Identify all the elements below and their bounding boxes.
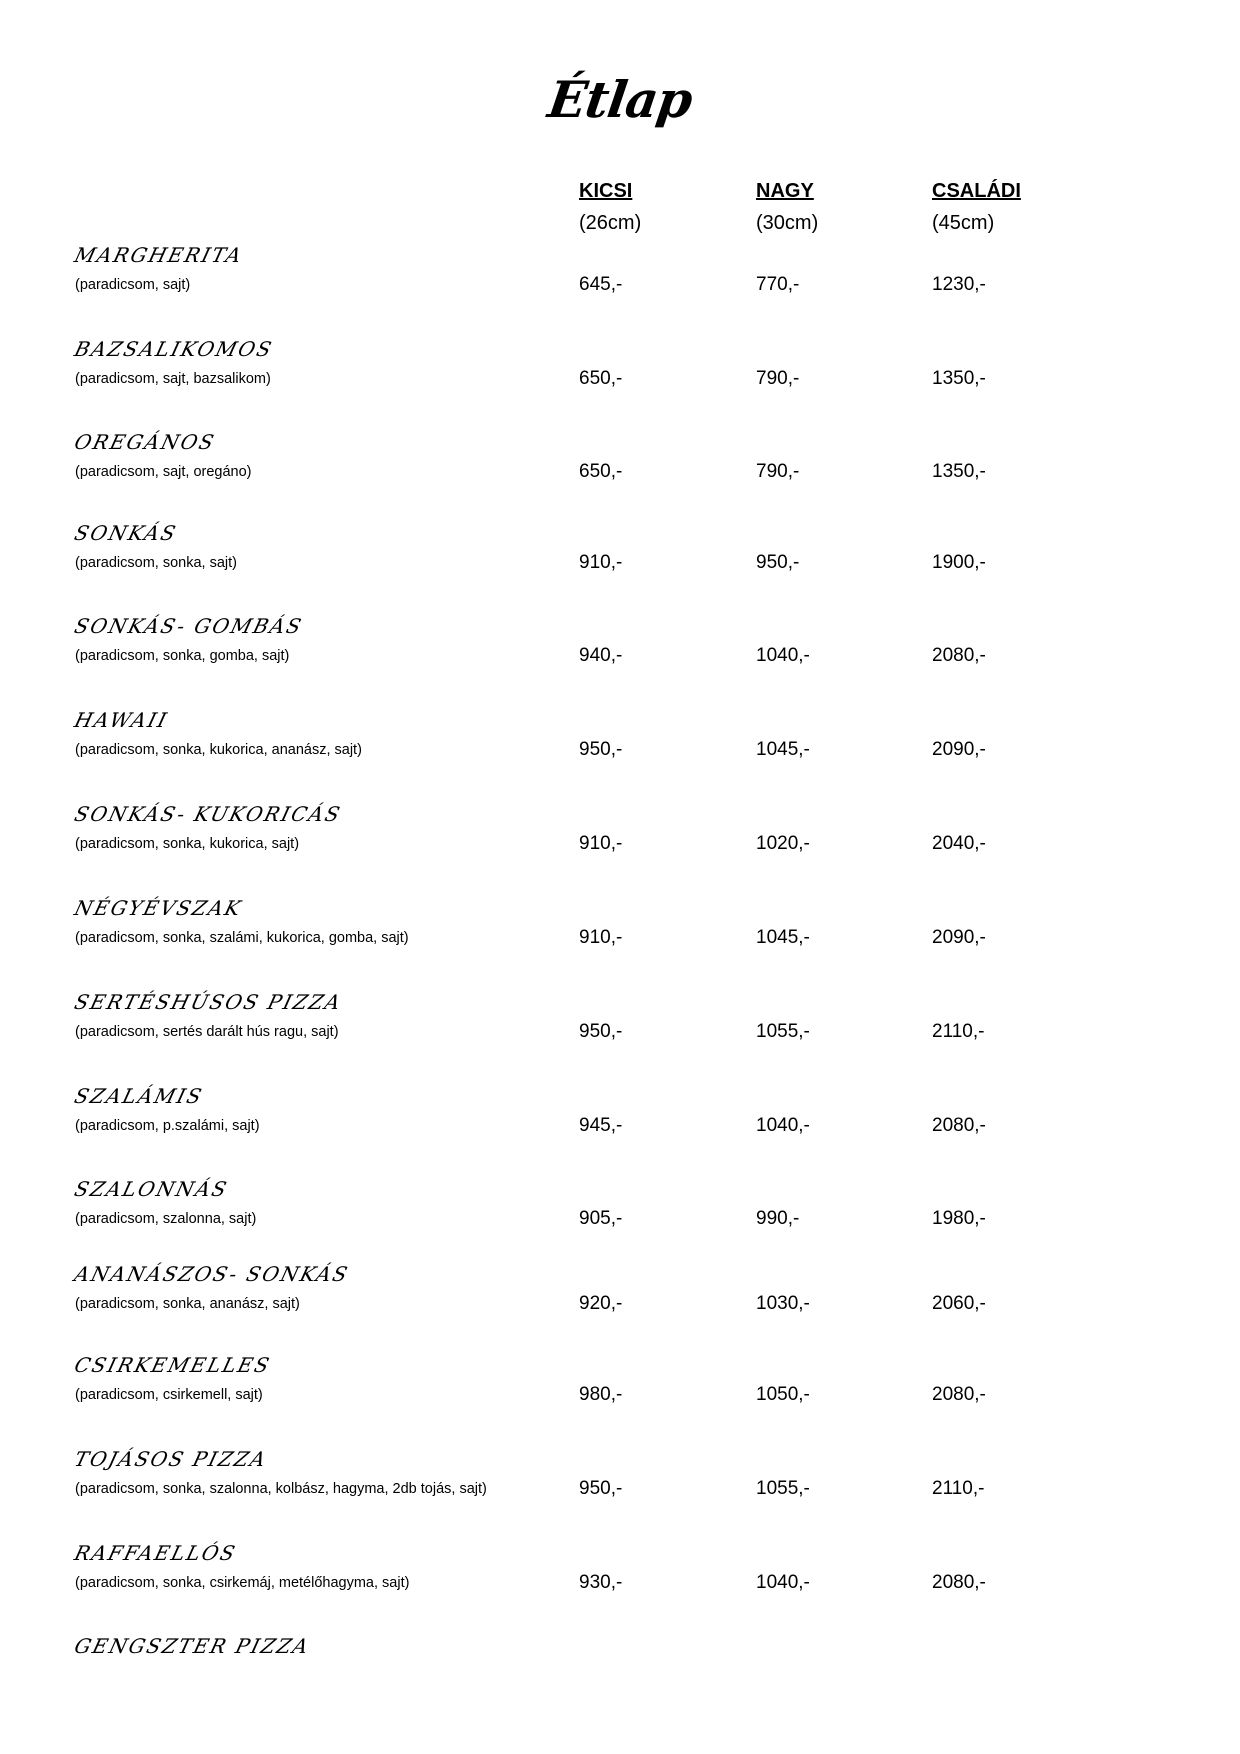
price-family: 2060,- bbox=[932, 1293, 986, 1314]
price-small: 945,- bbox=[579, 1115, 623, 1136]
menu-item-name: RAFFAELLÓS bbox=[72, 1541, 240, 1565]
price-family: 2080,- bbox=[932, 1384, 986, 1405]
column-header-small: KICSI bbox=[579, 180, 633, 202]
price-small: 950,- bbox=[579, 739, 623, 760]
price-large: 1045,- bbox=[756, 739, 810, 760]
menu-item-description: (paradicsom, szalonna, sajt) bbox=[75, 1211, 257, 1227]
price-small: 650,- bbox=[579, 461, 623, 482]
menu-item-description: (paradicsom, csirkemell, sajt) bbox=[75, 1387, 263, 1403]
menu-item-description: (paradicsom, sajt, bazsalikom) bbox=[75, 371, 271, 387]
menu-item-name: HAWAII bbox=[72, 708, 171, 732]
price-family: 1980,- bbox=[932, 1208, 986, 1229]
price-large: 1045,- bbox=[756, 927, 810, 948]
menu-item-description: (paradicsom, sertés darált hús ragu, sajt) bbox=[75, 1024, 339, 1040]
menu-item-description: (paradicsom, sajt, oregáno) bbox=[75, 464, 252, 480]
price-small: 930,- bbox=[579, 1572, 623, 1593]
menu-item-name: SONKÁS- KUKORICÁS bbox=[72, 802, 345, 826]
price-large: 1055,- bbox=[756, 1021, 810, 1042]
price-family: 2080,- bbox=[932, 1572, 986, 1593]
menu-item-name: SONKÁS- GOMBÁS bbox=[72, 614, 306, 638]
menu-item-description: (paradicsom, sonka, kukorica, sajt) bbox=[75, 836, 300, 852]
price-large: 1055,- bbox=[756, 1478, 810, 1499]
menu-item-description: (paradicsom, sonka, szalonna, kolbász, hagyma, 2db tojás, sajt) bbox=[75, 1481, 487, 1497]
menu-item-name: BAZSALIKOMOS bbox=[72, 337, 276, 361]
price-small: 905,- bbox=[579, 1208, 623, 1229]
price-small: 910,- bbox=[579, 552, 623, 573]
menu-item-name: SERTÉSHÚSOS PIZZA bbox=[72, 990, 345, 1014]
price-large: 790,- bbox=[756, 461, 800, 482]
price-large: 1030,- bbox=[756, 1293, 810, 1314]
price-family: 2040,- bbox=[932, 833, 986, 854]
price-small: 645,- bbox=[579, 274, 623, 295]
price-family: 2110,- bbox=[932, 1478, 985, 1499]
menu-item-description: (paradicsom, sonka, kukorica, ananász, sajt) bbox=[75, 742, 362, 758]
price-large: 1040,- bbox=[756, 1572, 810, 1593]
price-large: 790,- bbox=[756, 368, 800, 389]
menu-item-name: SZALONNÁS bbox=[72, 1177, 231, 1201]
menu-item-name: NÉGYÉVSZAK bbox=[72, 896, 245, 920]
price-family: 2090,- bbox=[932, 739, 986, 760]
page-title: Étlap bbox=[544, 70, 696, 129]
menu-item-name: MARGHERITA bbox=[72, 243, 246, 267]
price-family: 1350,- bbox=[932, 461, 986, 482]
menu-item-description: (paradicsom, sonka, ananász, sajt) bbox=[75, 1296, 300, 1312]
column-header-large: NAGY bbox=[756, 180, 814, 202]
menu-item-name: CSIRKEMELLES bbox=[72, 1353, 274, 1377]
menu-item-description: (paradicsom, sonka, csirkemáj, metélőhagyma, sajt) bbox=[75, 1575, 410, 1591]
price-large: 1040,- bbox=[756, 645, 810, 666]
menu-item-name: SZALÁMIS bbox=[72, 1084, 206, 1108]
price-small: 950,- bbox=[579, 1478, 623, 1499]
price-large: 950,- bbox=[756, 552, 800, 573]
price-family: 2110,- bbox=[932, 1021, 985, 1042]
price-small: 950,- bbox=[579, 1021, 623, 1042]
price-family: 1900,- bbox=[932, 552, 986, 573]
price-large: 1040,- bbox=[756, 1115, 810, 1136]
price-small: 940,- bbox=[579, 645, 623, 666]
menu-item-name: ANANÁSZOS- SONKÁS bbox=[72, 1262, 352, 1286]
price-small: 920,- bbox=[579, 1293, 623, 1314]
menu-item-description: (paradicsom, p.szalámi, sajt) bbox=[75, 1118, 260, 1134]
menu-item-name: SONKÁS bbox=[72, 521, 180, 545]
menu-item-description: (paradicsom, sonka, szalámi, kukorica, gomba, sajt) bbox=[75, 930, 409, 946]
price-large: 1050,- bbox=[756, 1384, 810, 1405]
menu-item-description: (paradicsom, sajt) bbox=[75, 277, 191, 293]
price-small: 910,- bbox=[579, 927, 623, 948]
column-size-small: (26cm) bbox=[579, 212, 642, 234]
price-family: 1230,- bbox=[932, 274, 986, 295]
menu-item-name: GENGSZTER PIZZA bbox=[72, 1634, 313, 1658]
column-size-large: (30cm) bbox=[756, 212, 819, 234]
menu-item-description: (paradicsom, sonka, gomba, sajt) bbox=[75, 648, 290, 664]
price-large: 1020,- bbox=[756, 833, 810, 854]
menu-item-name: OREGÁNOS bbox=[72, 430, 219, 454]
price-family: 2080,- bbox=[932, 1115, 986, 1136]
column-header-family: CSALÁDI bbox=[932, 180, 1021, 202]
price-family: 1350,- bbox=[932, 368, 986, 389]
price-large: 770,- bbox=[756, 274, 800, 295]
price-small: 980,- bbox=[579, 1384, 623, 1405]
column-size-family: (45cm) bbox=[932, 212, 995, 234]
menu-item-name: TOJÁSOS PIZZA bbox=[72, 1447, 270, 1471]
price-large: 990,- bbox=[756, 1208, 800, 1229]
menu-item-description: (paradicsom, sonka, sajt) bbox=[75, 555, 237, 571]
price-family: 2090,- bbox=[932, 927, 986, 948]
price-small: 650,- bbox=[579, 368, 623, 389]
price-small: 910,- bbox=[579, 833, 623, 854]
price-family: 2080,- bbox=[932, 645, 986, 666]
